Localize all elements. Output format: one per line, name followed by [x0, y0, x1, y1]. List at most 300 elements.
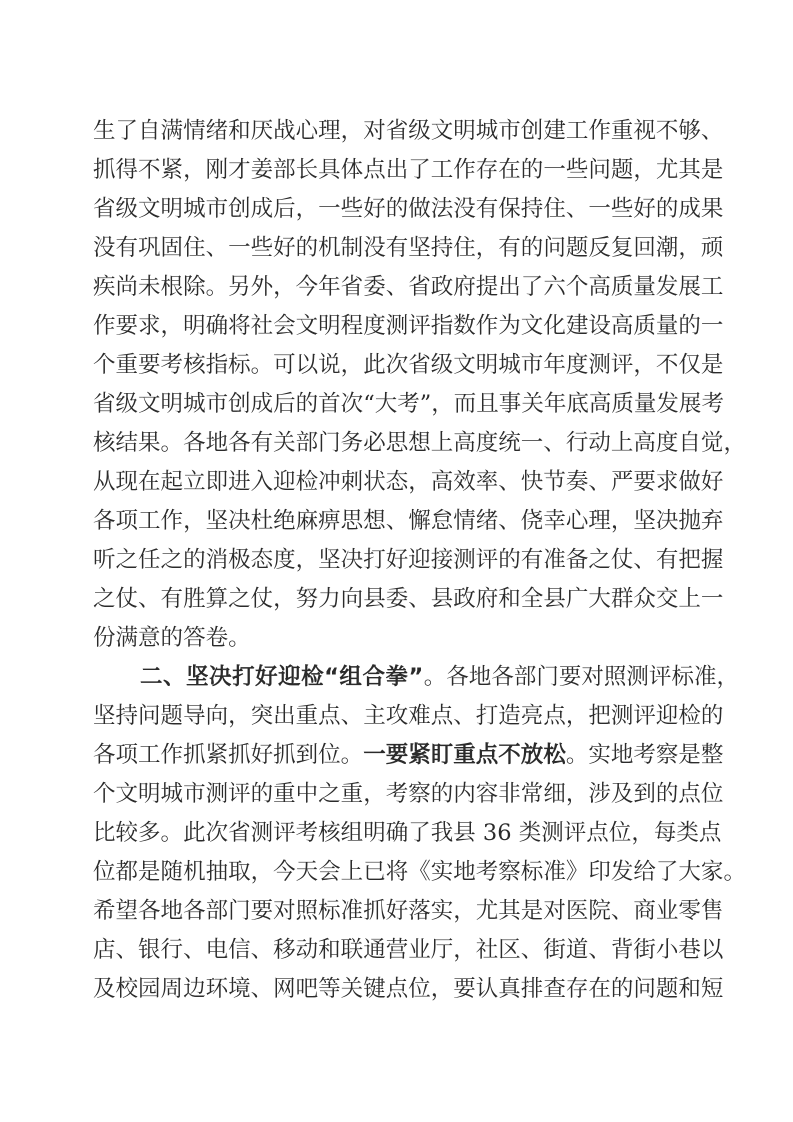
body-glyph: 对 — [363, 118, 386, 144]
body-glyph: 上 — [430, 430, 454, 456]
body-glyph: 、 — [610, 898, 634, 924]
body-glyph: 好 — [250, 742, 274, 768]
body-glyph: 建 — [543, 118, 566, 144]
body-glyph: 理 — [318, 118, 341, 144]
body-glyph: 通 — [363, 937, 386, 963]
body-glyph: 银 — [138, 937, 161, 963]
body-glyph: ， — [453, 937, 476, 963]
body-glyph: 检 — [295, 469, 319, 495]
text-line — [93, 229, 724, 268]
body-glyph: 回 — [633, 235, 656, 261]
body-glyph: 天 — [295, 859, 319, 885]
body-glyph: 行 — [160, 937, 184, 963]
body-glyph: 、 — [700, 118, 724, 144]
emphasis-glyph: 组 — [339, 664, 363, 690]
body-glyph: 明 — [138, 781, 161, 807]
body-glyph: 级 — [115, 196, 139, 222]
body-glyph: 一 — [228, 235, 251, 261]
body-glyph: 真 — [498, 976, 521, 1002]
body-glyph: 仅 — [678, 352, 701, 378]
body-glyph: 题 — [655, 976, 679, 1002]
body-glyph: 度 — [273, 547, 296, 573]
body-glyph: 度 — [655, 430, 679, 456]
body-glyph: 上 — [610, 430, 634, 456]
body-glyph: 提 — [475, 274, 499, 300]
body-glyph: 各 — [93, 508, 116, 534]
body-glyph: 省 — [228, 820, 251, 846]
body-glyph: 卷 — [205, 625, 229, 651]
body-glyph: 的 — [655, 196, 679, 222]
body-glyph: 出 — [385, 157, 409, 183]
text-line — [93, 346, 724, 385]
body-glyph: 在 — [498, 157, 521, 183]
body-glyph: 次 — [340, 391, 364, 417]
text-line — [93, 775, 724, 814]
body-glyph: 明 — [475, 352, 499, 378]
body-glyph: 的 — [430, 781, 454, 807]
body-glyph: 没 — [363, 235, 386, 261]
body-glyph: 大 — [588, 586, 611, 612]
body-glyph: 测 — [205, 781, 229, 807]
text-line — [93, 424, 746, 463]
body-glyph: 快 — [520, 469, 544, 495]
body-glyph: 主 — [363, 703, 386, 729]
body-glyph: 网 — [273, 976, 296, 1002]
body-glyph: 外 — [250, 274, 274, 300]
body-glyph: 年 — [543, 391, 567, 417]
body-glyph: 文 — [115, 781, 139, 807]
emphasis-glyph: 合 — [362, 664, 386, 690]
body-glyph: 标 — [228, 352, 251, 378]
body-glyph: 持 — [115, 703, 139, 729]
body-glyph: 满 — [115, 625, 139, 651]
body-glyph: 持 — [430, 235, 454, 261]
body-glyph: 政 — [453, 586, 476, 612]
body-glyph: 点 — [363, 157, 386, 183]
body-glyph: 巷 — [678, 937, 701, 963]
emphasis-glyph: 点 — [475, 742, 499, 768]
body-glyph: 照 — [295, 898, 319, 924]
body-glyph: 文 — [138, 391, 161, 417]
body-glyph: 、 — [250, 937, 274, 963]
body-glyph: 其 — [678, 157, 701, 183]
body-glyph: 店 — [93, 937, 116, 963]
body-glyph: 题 — [565, 235, 589, 261]
body-glyph: 起 — [160, 469, 184, 495]
body-glyph: 点 — [698, 820, 722, 846]
body-glyph: 的 — [295, 235, 319, 261]
body-glyph: 为 — [498, 313, 521, 339]
body-glyph: 指 — [205, 352, 229, 378]
body-glyph: 评 — [648, 664, 672, 690]
body-glyph: 各 — [491, 664, 514, 690]
body-glyph: 战 — [273, 118, 296, 144]
body-glyph: 准 — [693, 664, 717, 690]
body-glyph: 质 — [611, 391, 634, 417]
body-glyph: 攻 — [385, 703, 409, 729]
body-glyph: 想 — [408, 430, 431, 456]
body-glyph: 高 — [588, 391, 612, 417]
emphasis-glyph: 要 — [385, 742, 409, 768]
body-glyph: 麻 — [295, 508, 319, 534]
text-line — [93, 814, 722, 853]
body-glyph: 作 — [475, 313, 499, 339]
body-glyph: 好 — [700, 469, 724, 495]
body-glyph: 长 — [295, 157, 319, 183]
body-glyph: 次 — [205, 820, 229, 846]
body-glyph: 。 — [723, 859, 746, 885]
body-glyph: 重 — [340, 781, 364, 807]
body-glyph: 是 — [678, 742, 701, 768]
body-glyph: 准 — [340, 898, 364, 924]
body-glyph: 地 — [610, 742, 634, 768]
body-glyph: 县 — [543, 586, 566, 612]
line-glyph-row — [93, 268, 723, 307]
body-glyph: 难 — [408, 703, 431, 729]
body-glyph: 想 — [363, 508, 386, 534]
body-glyph: 是 — [700, 157, 724, 183]
body-glyph: 全 — [520, 586, 544, 612]
line-glyph-row — [93, 814, 721, 853]
body-glyph: 把 — [588, 703, 611, 729]
line-glyph-row — [93, 775, 723, 814]
body-glyph: 将 — [385, 859, 409, 885]
body-glyph: 每 — [653, 820, 677, 846]
body-glyph: 省 — [93, 196, 116, 222]
emphasis-glyph: 放 — [520, 742, 544, 768]
body-glyph: 评 — [633, 703, 656, 729]
body-glyph: 的 — [655, 781, 679, 807]
body-glyph: 高 — [588, 274, 611, 300]
body-glyph: 要 — [138, 352, 161, 378]
body-glyph: 省 — [385, 118, 409, 144]
body-glyph: 察 — [408, 781, 431, 807]
emphasis-glyph: 决 — [209, 664, 233, 690]
body-glyph: 委 — [363, 274, 386, 300]
body-glyph: 抛 — [678, 508, 701, 534]
body-glyph: 数 — [453, 313, 476, 339]
body-glyph: 好 — [385, 898, 409, 924]
body-glyph: 关 — [521, 391, 544, 417]
body-glyph: 的 — [183, 547, 206, 573]
body-glyph: 动 — [295, 937, 319, 963]
line-glyph-row — [93, 229, 723, 268]
text-line — [93, 307, 724, 346]
body-glyph: 核 — [93, 430, 116, 456]
body-glyph: 和 — [498, 586, 521, 612]
emphasis-glyph: 坚 — [186, 664, 210, 690]
body-glyph: 严 — [610, 469, 634, 495]
body-glyph: ， — [678, 235, 701, 261]
body-glyph: ， — [250, 859, 274, 885]
body-glyph: 向 — [205, 703, 229, 729]
body-glyph: 弃 — [700, 508, 724, 534]
body-glyph: 明 — [318, 313, 341, 339]
body-glyph: 信 — [228, 937, 251, 963]
body-glyph: 明 — [160, 196, 184, 222]
emphasis-glyph: 紧 — [408, 742, 431, 768]
body-glyph: 家 — [700, 859, 724, 885]
body-glyph: 今 — [295, 274, 319, 300]
body-glyph: 仗 — [610, 547, 634, 573]
body-glyph: 效 — [453, 469, 476, 495]
body-glyph: 、 — [183, 937, 206, 963]
body-glyph: 工 — [565, 118, 589, 144]
body-glyph: 各 — [446, 664, 469, 690]
body-glyph: 创 — [228, 391, 251, 417]
body-glyph: ， — [453, 898, 476, 924]
body-glyph: 标 — [671, 664, 694, 690]
body-glyph: 、 — [250, 976, 274, 1002]
body-glyph: 一 — [543, 157, 566, 183]
body-glyph: 移 — [273, 937, 296, 963]
body-glyph: 街 — [633, 937, 656, 963]
body-glyph: 量 — [655, 313, 679, 339]
body-glyph: 是 — [138, 859, 161, 885]
body-glyph: 重 — [610, 118, 634, 144]
line-glyph-row — [93, 385, 724, 424]
body-glyph: 各 — [138, 898, 161, 924]
body-glyph: 成 — [250, 391, 274, 417]
body-glyph: 电 — [205, 937, 229, 963]
body-glyph: 、 — [340, 703, 364, 729]
body-glyph: 才 — [228, 157, 251, 183]
body-glyph: 后 — [273, 391, 296, 417]
body-glyph: 门 — [536, 664, 559, 690]
body-glyph: 县 — [453, 820, 476, 846]
body-glyph: 、 — [385, 508, 409, 534]
body-glyph: 上 — [678, 586, 701, 612]
body-glyph: 位 — [608, 820, 632, 846]
body-glyph: 份 — [93, 625, 116, 651]
body-glyph: 的 — [498, 547, 521, 573]
body-glyph: ， — [430, 976, 454, 1002]
body-glyph: 察 — [655, 742, 679, 768]
body-glyph: 各 — [93, 742, 116, 768]
body-glyph: 关 — [340, 976, 364, 1002]
body-glyph: 测 — [250, 820, 274, 846]
body-glyph: 等 — [318, 976, 341, 1002]
body-glyph: ， — [273, 586, 296, 612]
body-glyph: 保 — [498, 196, 521, 222]
line-glyph-row — [93, 619, 251, 658]
body-glyph: 度 — [565, 352, 589, 378]
body-glyph: 。 — [565, 742, 589, 768]
body-glyph: 心 — [565, 508, 589, 534]
body-glyph: 自 — [678, 430, 701, 456]
body-glyph: 测 — [385, 313, 409, 339]
body-glyph: 文 — [295, 313, 319, 339]
body-glyph: 迎 — [655, 703, 679, 729]
body-glyph: 对 — [543, 898, 566, 924]
body-glyph: 态 — [385, 469, 409, 495]
body-glyph: 内 — [453, 781, 476, 807]
body-glyph: 紧 — [205, 742, 229, 768]
emphasis-glyph: ” — [408, 664, 424, 690]
body-glyph: 考 — [475, 859, 499, 885]
body-glyph: 求 — [138, 313, 161, 339]
body-glyph: ， — [295, 547, 319, 573]
body-glyph: 果 — [700, 196, 724, 222]
text-line — [93, 190, 724, 229]
emphasis-glyph: 松 — [543, 742, 566, 768]
body-glyph: 《 — [408, 859, 431, 885]
body-glyph: 文 — [138, 196, 161, 222]
body-glyph: 其 — [498, 898, 521, 924]
body-glyph: 背 — [610, 937, 634, 963]
body-glyph: 制 — [340, 235, 364, 261]
body-glyph: 级 — [115, 391, 139, 417]
line-glyph-row — [93, 580, 723, 619]
body-glyph: 整 — [700, 742, 724, 768]
body-glyph: ， — [565, 703, 589, 729]
body-glyph: 组 — [340, 820, 364, 846]
body-glyph: 落 — [408, 898, 431, 924]
emphasis-glyph: 、 — [163, 664, 187, 690]
body-glyph: 认 — [475, 976, 499, 1002]
body-glyph: 作 — [453, 157, 476, 183]
text-line — [93, 151, 724, 190]
body-glyph: 展 — [678, 274, 701, 300]
body-glyph: 够 — [678, 118, 701, 144]
body-glyph: 检 — [678, 703, 701, 729]
body-glyph: 出 — [498, 274, 521, 300]
body-glyph: 不 — [138, 157, 161, 183]
body-glyph: 底 — [566, 391, 589, 417]
body-glyph: 城 — [498, 352, 521, 378]
body-glyph: 即 — [205, 469, 229, 495]
body-glyph: ， — [408, 469, 431, 495]
body-glyph: 设 — [588, 313, 611, 339]
body-glyph: 姜 — [250, 157, 274, 183]
body-glyph: 到 — [633, 781, 656, 807]
body-glyph: 工 — [430, 157, 454, 183]
line-glyph-row — [93, 190, 723, 229]
document-text-body — [93, 112, 746, 1009]
body-glyph: 绝 — [273, 508, 296, 534]
body-glyph: 给 — [633, 859, 656, 885]
body-glyph: 各 — [183, 898, 206, 924]
body-glyph: 各 — [183, 430, 206, 456]
body-glyph: 、 — [385, 274, 409, 300]
body-glyph: 有 — [250, 430, 274, 456]
body-glyph: 打 — [363, 547, 386, 573]
body-glyph: 尚 — [115, 274, 139, 300]
body-glyph: 顽 — [700, 235, 724, 261]
body-glyph: 幸 — [543, 508, 566, 534]
body-glyph: 业 — [408, 937, 431, 963]
body-glyph: 住 — [543, 196, 566, 222]
body-glyph: 核 — [183, 352, 206, 378]
body-glyph: 点 — [430, 703, 454, 729]
body-glyph: 市 — [205, 196, 229, 222]
body-glyph: 吧 — [295, 976, 319, 1002]
body-glyph: 级 — [408, 118, 431, 144]
body-glyph: 一 — [520, 430, 544, 456]
body-glyph: 位 — [318, 742, 341, 768]
body-glyph: 地 — [468, 664, 492, 690]
body-glyph: 打 — [475, 703, 499, 729]
emphasis-glyph: 拳 — [385, 664, 409, 690]
body-glyph: 省 — [93, 391, 116, 417]
body-glyph: 问 — [633, 976, 656, 1002]
body-glyph: 多 — [138, 820, 161, 846]
body-glyph: 出 — [273, 703, 296, 729]
body-glyph: 测 — [588, 352, 611, 378]
body-glyph: 一 — [700, 586, 724, 612]
body-glyph: 、 — [205, 235, 229, 261]
body-glyph: 有 — [160, 586, 184, 612]
body-glyph: 立 — [183, 469, 206, 495]
body-glyph: 厌 — [250, 118, 274, 144]
body-glyph: 导 — [183, 703, 206, 729]
body-glyph: 努 — [295, 586, 319, 612]
body-glyph: 住 — [183, 235, 206, 261]
body-glyph: 明 — [453, 118, 476, 144]
body-glyph: 坚 — [633, 508, 656, 534]
body-glyph: 及 — [93, 976, 116, 1002]
body-glyph: ， — [183, 508, 206, 534]
body-glyph: 把 — [678, 547, 701, 573]
body-glyph: 城 — [160, 781, 184, 807]
body-glyph: ， — [340, 118, 364, 144]
body-glyph: 售 — [700, 898, 724, 924]
body-glyph: 测 — [610, 703, 634, 729]
body-glyph: 、 — [565, 196, 589, 222]
body-glyph: 要 — [453, 976, 476, 1002]
body-glyph: 造 — [498, 703, 521, 729]
body-glyph: 不 — [655, 118, 679, 144]
body-glyph: 。 — [160, 820, 184, 846]
body-glyph: 评 — [475, 547, 499, 573]
text-line — [93, 970, 724, 1009]
body-glyph: 考 — [160, 352, 184, 378]
body-glyph: 法 — [430, 196, 454, 222]
body-glyph: 标 — [318, 898, 341, 924]
body-glyph: 疾 — [93, 274, 116, 300]
body-glyph: 今 — [273, 859, 296, 885]
body-glyph: 市 — [498, 118, 521, 144]
body-glyph: 了 — [520, 274, 544, 300]
body-glyph: 门 — [228, 898, 251, 924]
body-glyph: 类 — [676, 820, 699, 846]
body-glyph: 。 — [205, 274, 229, 300]
text-line — [93, 697, 724, 736]
body-glyph: 视 — [633, 118, 656, 144]
body-glyph: 此 — [183, 820, 206, 846]
body-glyph: ” — [419, 391, 432, 417]
body-glyph: 具 — [318, 157, 341, 183]
body-glyph: 广 — [565, 586, 589, 612]
body-glyph: 从 — [93, 469, 116, 495]
body-glyph: 的 — [160, 625, 184, 651]
body-glyph: 固 — [160, 235, 184, 261]
body-glyph: 查 — [543, 976, 566, 1002]
body-glyph: 交 — [655, 586, 679, 612]
body-glyph: ， — [160, 313, 184, 339]
line-glyph-row — [93, 892, 723, 931]
body-glyph: 求 — [655, 469, 679, 495]
body-glyph: 工 — [138, 742, 161, 768]
body-glyph: 各 — [228, 430, 251, 456]
body-glyph: 会 — [273, 313, 296, 339]
body-glyph: 的 — [700, 703, 724, 729]
body-glyph: 之 — [318, 781, 341, 807]
body-glyph: 好 — [385, 547, 409, 573]
body-glyph: 以 — [700, 937, 724, 963]
body-glyph: 抓 — [93, 157, 116, 183]
body-glyph — [512, 814, 519, 853]
